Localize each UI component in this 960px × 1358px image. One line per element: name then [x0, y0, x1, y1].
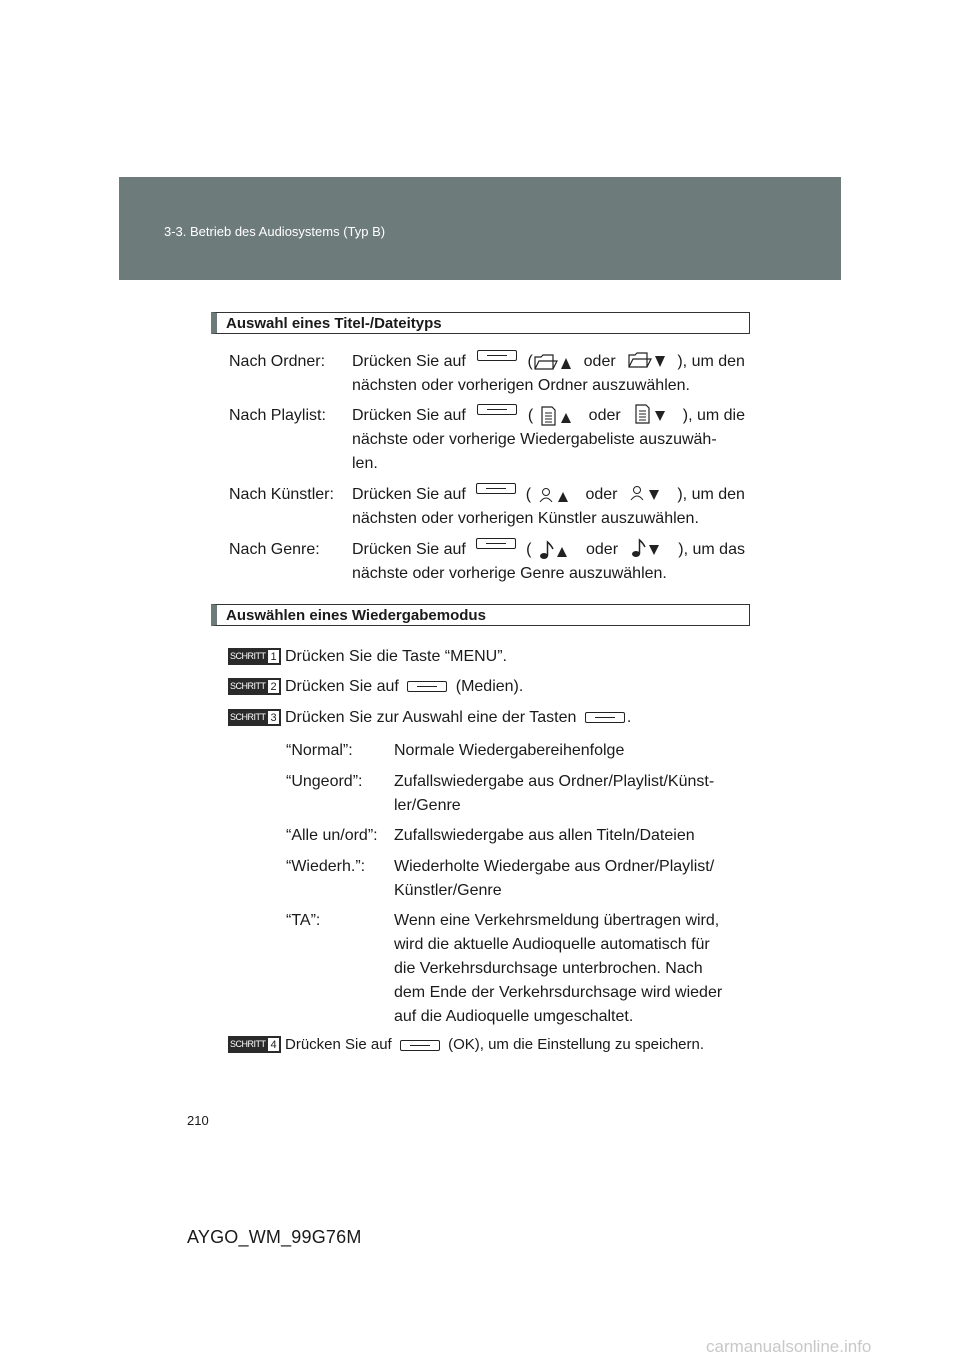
playlist-up-icon — [538, 406, 578, 426]
header-band — [119, 177, 841, 280]
blank-button-icon — [476, 538, 516, 549]
section-title: Auswählen eines Wiedergabemodus — [226, 607, 486, 624]
row-text-folder: Drücken Sie auf ( oder ), um den nächsten oder vorherigen Ordner auszuwählen. — [352, 350, 745, 398]
step-text: Drücken Sie zur Auswahl eine der Tasten . — [285, 709, 632, 726]
watermark: carmanualsonline.info — [706, 1337, 872, 1356]
step-text: Drücken Sie die Taste “MENU”. — [285, 648, 507, 665]
playlist-down-icon — [632, 404, 672, 424]
blank-button-icon — [477, 404, 517, 415]
mode-description: Wiederholte Wiedergabe aus Ordner/Playlist/ Künstler/Genre — [394, 858, 715, 899]
breadcrumb: 3-3. Betrieb des Audiosystems (Typ B) — [164, 224, 386, 239]
step-badge: SCHRITT 2 — [228, 678, 281, 695]
mode-label: “Normal”: — [286, 742, 353, 759]
step-text: Drücken Sie auf (Medien). — [285, 678, 524, 695]
mode-description: Zufallswiedergabe aus Ordner/Playlist/Künst- ler/Genre — [394, 773, 715, 814]
genre-down-icon — [628, 538, 668, 558]
folder-up-icon — [533, 352, 573, 372]
row-text-artist: Drücken Sie auf ( oder ), um den nächsten oder vorherigen Künstler auszuwählen. — [352, 483, 745, 531]
mode-description: Normale Wiedergabereihenfolge — [394, 742, 625, 759]
mode-label: “Wiederh.”: — [286, 858, 366, 875]
row-label-genre: Nach Genre: — [229, 541, 320, 558]
mode-label: “Alle un/ord”: — [286, 827, 378, 844]
step-text: Drücken Sie auf (OK), um die Einstellung zu speichern. — [285, 1036, 705, 1053]
row-label-folder: Nach Ordner: — [229, 353, 326, 370]
blank-button-icon — [477, 350, 517, 361]
step-badge: SCHRITT 4 — [228, 1036, 281, 1053]
mode-description: Zufallswiedergabe aus allen Titeln/Dateien — [394, 827, 695, 844]
step-badge: SCHRITT 3 — [228, 709, 281, 726]
artist-up-icon — [536, 485, 576, 505]
row-text-playlist: Drücken Sie auf ( oder ), um die nächste oder vorherige Wiedergabeliste auszuwäh- len. — [352, 404, 745, 476]
folder-down-icon — [627, 350, 667, 370]
step-badge: SCHRITT 1 — [228, 648, 281, 665]
blank-button-icon — [407, 681, 447, 692]
row-text-genre: Drücken Sie auf ( oder ), um das nächste oder vorherige Genre auszuwählen. — [352, 538, 745, 586]
blank-button-icon — [585, 712, 625, 723]
mode-label: “TA”: — [286, 912, 321, 929]
section-title: Auswahl eines Titel-/Dateityps — [226, 315, 442, 332]
section-header-playback-mode — [211, 604, 750, 626]
blank-button-icon — [400, 1040, 440, 1051]
section-header-track-type — [211, 312, 750, 334]
page-number: 210 — [187, 1113, 209, 1128]
artist-down-icon — [627, 483, 667, 503]
row-label-artist: Nach Künstler: — [229, 486, 334, 503]
mode-label: “Ungeord”: — [286, 773, 363, 790]
mode-description: Wenn eine Verkehrsmeldung übertragen wird, wird die aktuelle Audioquelle automatisch für die Verkehrsdurchsage unterbrochen. Nach dem Ende der Verkehrsdurchsage wird wieder auf die Audioquelle umgeschaltet. — [394, 912, 723, 1025]
row-label-playlist: Nach Playlist: — [229, 407, 326, 424]
genre-up-icon — [536, 540, 576, 560]
document-code: AYGO_WM_99G76M — [187, 1227, 362, 1247]
blank-button-icon — [476, 483, 516, 494]
